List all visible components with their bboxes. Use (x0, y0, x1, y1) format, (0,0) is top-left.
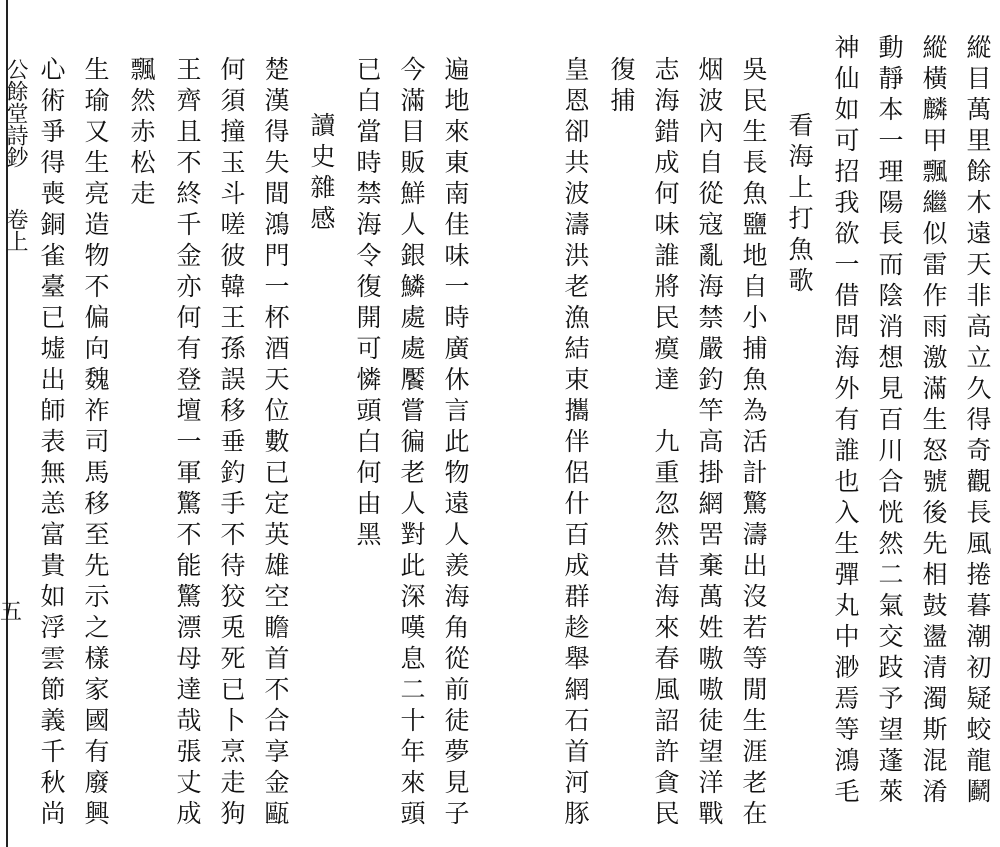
text-column: 動靜本一理陽長而陰消想見百川合恍然二氣交跂予望蓬萊 (875, 34, 904, 809)
text-column: 復捕 (607, 56, 636, 118)
text-column: 生瑜又生亮造物不偏向魏祚司馬移至先示之樣家國有廢興 (81, 56, 110, 831)
text-column: 吳民生長魚鹽地自小捕魚為活計驚濤出沒若等閒生涯老在 (739, 56, 768, 831)
poem-title: 讀史雜感 (307, 112, 336, 236)
text-column: 已白當時禁海令復開可憐頭白何由黑 (353, 56, 382, 552)
text-column: 飄然赤松走 (127, 56, 156, 211)
margin-volume-label: 卷上 (3, 208, 28, 252)
text-column: 皇恩卻共波濤洪老漁結束攜伴侶什百成群趁舉網石首河豚 (561, 56, 590, 831)
text-column: 志海錯成何味誰將民瘼達 九重忽然昔海來春風詔許貪民 (651, 56, 680, 831)
text-column: 烟波內自從寇亂海禁嚴釣竿高掛網罟棄萬姓嗷嗷徒望洋戰 (695, 56, 724, 831)
text-column: 楚漢得失間鴻門一杯酒天位數已定英雄空瞻首不合享金甌 (261, 56, 290, 831)
text-column: 今滿目販鮮人銀鱗處處饜嘗徧老人對此深嘆息二十年來頭 (397, 56, 426, 831)
text-column: 縱目萬里餘木遠天非高立久得奇觀長風捲暮潮初疑蛟龍鬬 (963, 34, 992, 809)
text-column: 何須撞玉斗嗟彼韓王孫誤移垂釣手不待狡兎死已卜烹走狗 (217, 56, 246, 831)
margin-page-number: 五 (0, 600, 23, 625)
text-column: 王齊且不終千金亦何有登壇一軍驚不能驚漂母達哉張丈成 (173, 56, 202, 831)
text-column: 縱橫麟甲飄繼似雷作雨激滿生怒號後先相鼓盪清濁斯混淆 (919, 34, 948, 809)
text-column: 心術爭得喪銅雀臺已墟出師表無恙富貴如浮雲節義千秋尚 (37, 56, 66, 831)
margin-book-title: 公餘堂詩鈔 (3, 58, 28, 168)
text-column: 遍地來東南佳味一時廣休言此物遠人羨海角從前徒夢見子 (441, 56, 470, 831)
poem-title: 看海上打魚歌 (785, 112, 814, 298)
text-column: 神仙如可招我欲一借問海外有誰也入生彈丸中渺焉等鴻毛 (831, 34, 860, 809)
